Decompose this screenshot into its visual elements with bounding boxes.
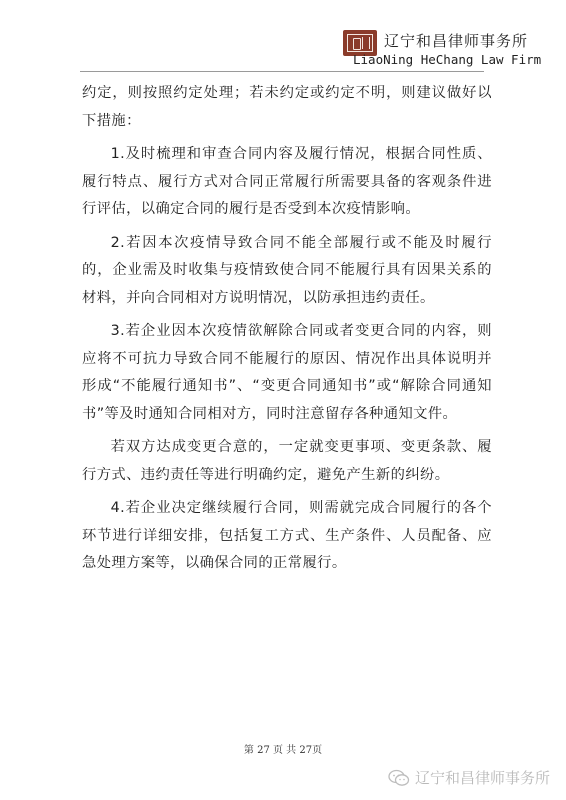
page-header (0, 0, 566, 80)
paragraph-item-4: 4.若企业决定继续履行合同，则需就完成合同履行的各个环节进行详细安排，包括复工方式、生产条件、人员配备、应急处理方案等，以确保合同的正常履行。 (82, 500, 492, 571)
paragraph-item-2: 2.若因本次疫情导致合同不能全部履行或不能及时履行的，企业需及时收集与疫情致使合同不能履行具有因果关系的材料，并向合同相对方说明情况，以防承担违约责任。 (82, 234, 492, 306)
firm-name-english: LiaoNing HeChang Law Firm (353, 52, 542, 67)
paragraph-item-1: 1.及时梳理和审查合同内容及履行情况，根据合同性质、履行特点、履行方式对合同正常履行所需要具备的客观条件进行评估，以确定合同的履行是否受到本次疫情影响。 (82, 146, 492, 217)
wechat-watermark (388, 767, 550, 788)
seal-mark (347, 34, 373, 52)
document-body (82, 80, 492, 578)
page-number: 第 27 页 共 27页 (243, 745, 323, 756)
paragraph-item-3-note: 若双方达成变更合意的，一定就变更事项、变更条款、履行方式、违约责任等进行明确约定，避免产生新的纠纷。 (82, 439, 492, 483)
wechat-icon (388, 769, 410, 787)
firm-name-chinese: 辽宁和昌律师事务所 (384, 32, 529, 50)
paragraph-continuation: 约定，则按照约定处理；若未约定或约定不明，则建议做好以下措施： (82, 85, 492, 129)
paragraph-item-3: 3.若企业因本次疫情欲解除合同或者变更合同的内容，则应将不可抗力导致合同不能履行的原因、情况作出具体说明并形成“不能履行通知书”、“变更合同通知书”或“解除合同通知书”等及时通知合同相对方，同时注意留存各种通知文件。 (82, 323, 492, 422)
watermark-text: 辽宁和昌律师事务所 (415, 769, 551, 787)
header-divider (80, 71, 484, 72)
